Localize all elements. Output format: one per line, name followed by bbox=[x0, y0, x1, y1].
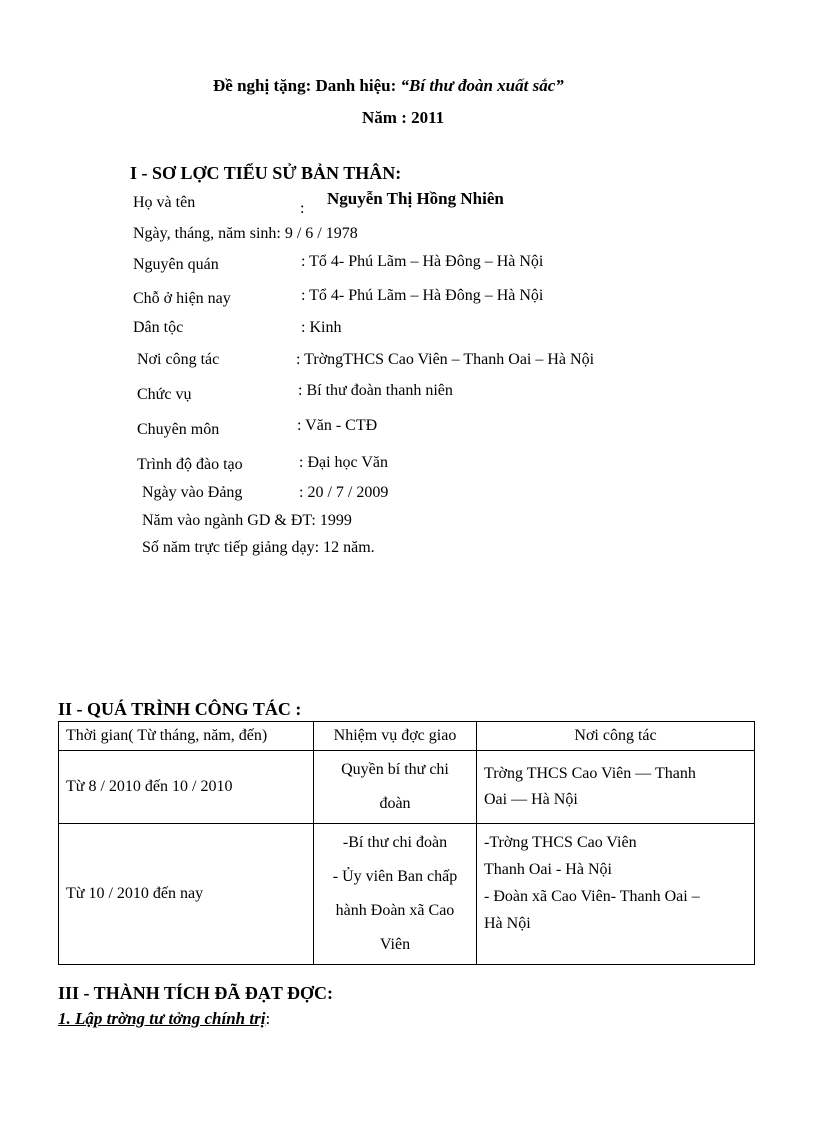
label-current-address: Chỗ ở hiện nay bbox=[133, 290, 231, 307]
cell-place: Trờng THCS Cao Viên — Thanh Oai — Hà Nội bbox=[477, 751, 755, 824]
cell-time: Từ 10 / 2010 đến nay bbox=[59, 824, 314, 965]
year-line: Năm : 2011 bbox=[362, 108, 445, 127]
label-ethnicity: Dân tộc bbox=[133, 319, 184, 336]
value-address-row: : Tổ 4- Phú Lãm – Hà Đông – Hà Nội bbox=[301, 287, 544, 304]
label-workplace: Nơi công tác bbox=[137, 351, 220, 368]
label-party-date: Ngày vào Đảng bbox=[142, 484, 243, 501]
table-row bbox=[59, 824, 755, 965]
value-ethnicity-row: : Kinh bbox=[301, 319, 342, 336]
title-quote: “Bí thư đoàn xuất sắc” bbox=[400, 76, 564, 95]
cell-duty: -Bí thư chi đoàn - Ủy viên Ban chấp hành Đoàn xã Cao Viên bbox=[314, 824, 477, 965]
value-industry-year: 1999 bbox=[319, 512, 352, 529]
section2-heading: II - QUÁ TRÌNH CÔNG TÁC : bbox=[58, 699, 302, 719]
section1-heading: I - SƠ LỢC TIỂU SỬ BẢN THÂN: bbox=[130, 163, 402, 183]
label-position: Chức vụ bbox=[137, 386, 192, 403]
value-specialty: Văn - CTĐ bbox=[305, 417, 378, 434]
label-teaching-years: Số năm trực tiếp giảng dạy bbox=[142, 539, 315, 556]
teaching-row: Số năm trực tiếp giảng dạy: 12 năm. bbox=[142, 539, 375, 556]
value-current-address: Tổ 4- Phú Lãm – Hà Đông – Hà Nội bbox=[309, 287, 544, 304]
birthdate-row: Ngày, tháng, năm sinh: 9 / 6 / 1978 bbox=[133, 225, 358, 242]
value-ethnicity: Kinh bbox=[309, 319, 342, 336]
label-education: Trình độ đào tạo bbox=[137, 456, 243, 473]
value-birthdate: 9 / 6 / 1978 bbox=[284, 225, 358, 242]
section3-heading: III - THÀNH TÍCH ĐÃ ĐẠT ĐỢC: bbox=[58, 983, 334, 1003]
label-specialty: Chuyên môn bbox=[137, 421, 220, 438]
work-history-table bbox=[58, 721, 755, 965]
column-header-time: Thời gian( Từ tháng, năm, đến) bbox=[59, 722, 314, 751]
value-education-row: : Đại học Văn bbox=[299, 454, 389, 471]
table-row bbox=[59, 751, 755, 824]
column-header-duty: Nhiệm vụ đợc giao bbox=[314, 722, 477, 751]
value-party-row: : 20 / 7 / 2009 bbox=[299, 484, 389, 501]
label-full-name: Họ và tên bbox=[133, 194, 196, 211]
label-birthdate: Ngày, tháng, năm sinh bbox=[133, 225, 277, 242]
column-header-place: Nơi công tác bbox=[477, 722, 755, 751]
document-title: Đề nghị tặng: Danh hiệu: “Bí thư đoàn xuất sắc” bbox=[213, 76, 564, 95]
value-hometown-row: : Tổ 4- Phú Lãm – Hà Đông – Hà Nội bbox=[301, 253, 544, 270]
subheading-colon: : bbox=[265, 1009, 271, 1028]
cell-place: -Trờng THCS Cao Viên Thanh Oai - Hà Nội - Đoàn xã Cao Viên- Thanh Oai – Hà Nội bbox=[477, 824, 755, 965]
value-position-row: : Bí thư đoàn thanh niên bbox=[298, 382, 453, 399]
value-workplace: TrờngTHCS Cao Viên – Thanh Oai – Hà Nội bbox=[304, 351, 595, 368]
section3-subheading-row bbox=[58, 1009, 270, 1029]
section3-subheading: 1. Lập trờng tư tởng chính trị bbox=[58, 1009, 266, 1028]
value-specialty-row: : Văn - CTĐ bbox=[297, 417, 378, 434]
value-party-date: 20 / 7 / 2009 bbox=[307, 484, 389, 501]
value-position: Bí thư đoàn thanh niên bbox=[306, 382, 453, 399]
colon: : bbox=[300, 200, 305, 217]
cell-time: Từ 8 / 2010 đến 10 / 2010 bbox=[59, 751, 314, 824]
value-education: Đại học Văn bbox=[307, 454, 389, 471]
title-prefix: Đề nghị tặng: Danh hiệu bbox=[213, 76, 391, 95]
value-teaching-years: 12 năm. bbox=[323, 539, 375, 556]
table-header-row bbox=[59, 722, 755, 751]
industry-row: Năm vào ngành GD & ĐT: 1999 bbox=[142, 512, 352, 529]
label-industry-year: Năm vào ngành GD & ĐT bbox=[142, 512, 312, 529]
label-hometown: Nguyên quán bbox=[133, 256, 219, 273]
value-hometown: Tổ 4- Phú Lãm – Hà Đông – Hà Nội bbox=[309, 253, 544, 270]
value-full-name: Nguyễn Thị Hồng Nhiên bbox=[327, 189, 504, 208]
value-workplace-row: : TrờngTHCS Cao Viên – Thanh Oai – Hà Nội bbox=[296, 351, 595, 368]
cell-duty: Quyền bí thư chi đoàn bbox=[314, 751, 477, 824]
